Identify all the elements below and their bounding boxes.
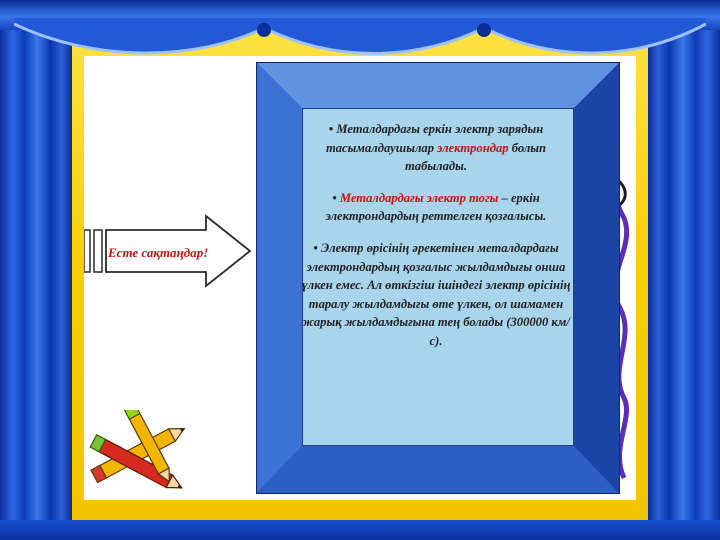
definitions-text xyxy=(298,120,574,440)
text-segment: болып табылады. xyxy=(404,140,547,174)
definition-item-3 xyxy=(298,239,574,351)
highlight-term: электрондар xyxy=(437,140,509,155)
text-segment: Электр өрісінің әрекетінен металдардағы электрондардың қозғалыс жылдамдығы онша үлкен емес. Ал өткізгіш ішіндегі электр өрісінің таралу жылдамдығы өте үлкен, ол шамамен жарық жылдамдығына тең болады (300000 км/с). xyxy=(301,240,571,348)
definition-item-1 xyxy=(298,120,574,176)
left-curtain xyxy=(0,0,72,540)
bottom-curtain xyxy=(0,520,720,540)
text-segment: Металдардағы еркін электр зарядын тасымалдаушылар xyxy=(325,122,544,155)
definition-item-2 xyxy=(298,189,574,226)
valance-swag-icon xyxy=(14,18,706,60)
pencils-icon xyxy=(88,410,198,500)
bullet: • xyxy=(332,190,337,205)
right-curtain xyxy=(648,0,720,540)
remember-label: Есте сақтаңдар! xyxy=(108,245,209,260)
bullet: • xyxy=(328,122,334,136)
text-segment: – еркін электрондардың реттелген қозғалысы. xyxy=(325,190,547,224)
highlight-term: Металдардағы электр тогы xyxy=(336,190,499,205)
bullet: • xyxy=(313,240,318,255)
